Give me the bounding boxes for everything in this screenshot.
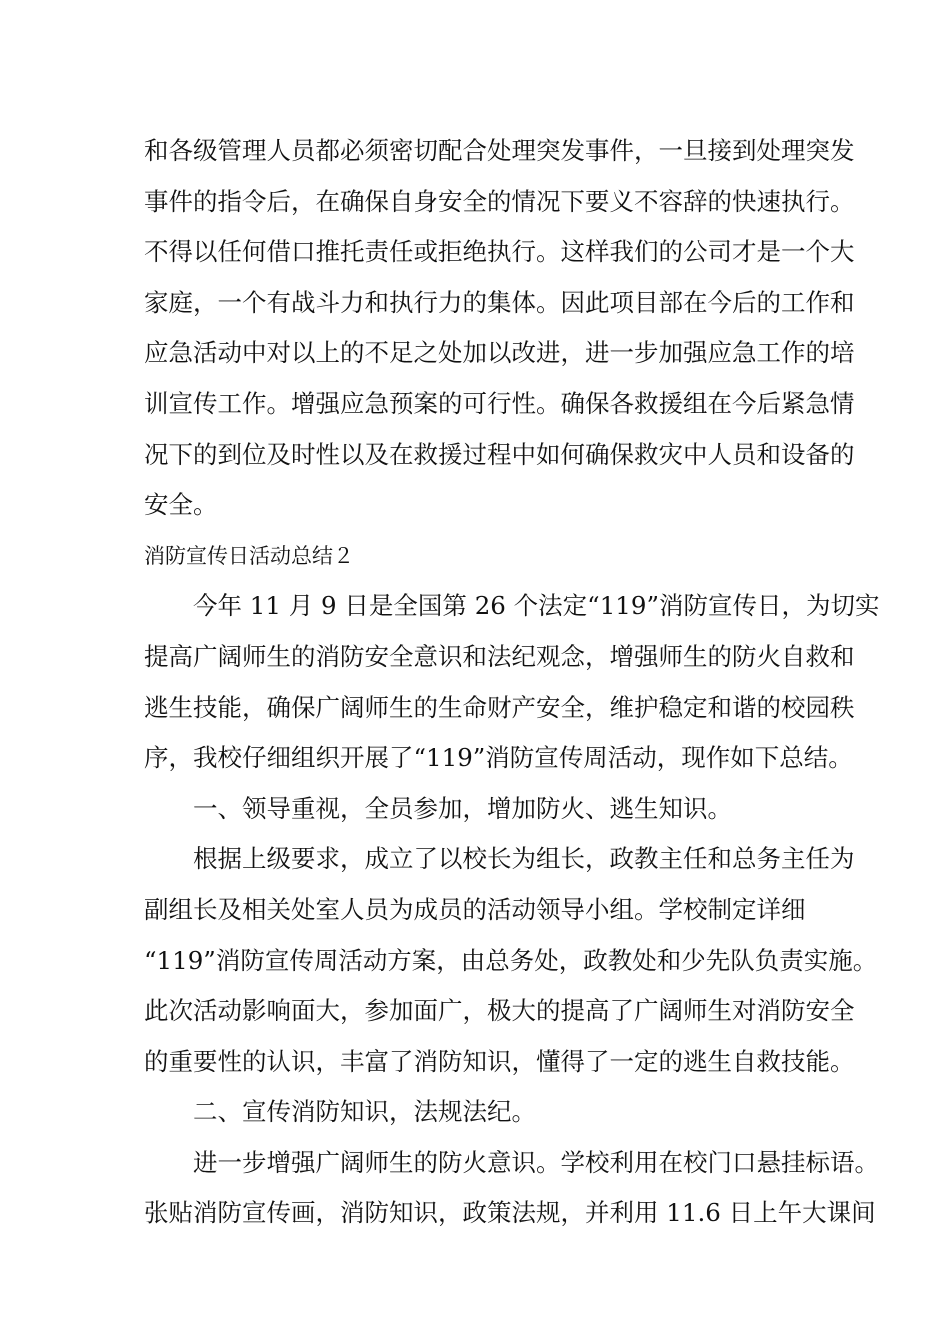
paragraph-line: 今年 11 月 9 日是全国第 26 个法定“119”消防宣传日，为切实 bbox=[193, 591, 880, 621]
subsection-heading: 一、领导重视，全员参加，增加防火、逃生知识。 bbox=[193, 793, 732, 823]
paragraph-line: 况下的到位及时性以及在救援过程中如何确保救灾中人员和设备的 bbox=[144, 439, 855, 469]
paragraph-line: 逃生技能，确保广阔师生的生命财产安全，维护稳定和谐的校园秩 bbox=[144, 692, 855, 722]
paragraph-line: “119”消防宣传周活动方案，由总务处，政教处和少先队负责实施。 bbox=[144, 945, 878, 975]
paragraph-line: 的重要性的认识，丰富了消防知识，懂得了一定的逃生自救技能。 bbox=[144, 1046, 855, 1076]
paragraph-line: 应急活动中对以上的不足之处加以改进，进一步加强应急工作的培 bbox=[144, 338, 855, 368]
paragraph-line: 副组长及相关处室人员为成员的活动领导小组。学校制定详细 bbox=[144, 894, 806, 924]
paragraph-line: 进一步增强广阔师生的防火意识。学校利用在校门口悬挂标语。 bbox=[193, 1147, 879, 1177]
paragraph-line: 根据上级要求，成立了以校长为组长，政教主任和总务主任为 bbox=[193, 844, 855, 874]
subsection-heading: 二、宣传消防知识，法规法纪。 bbox=[193, 1097, 536, 1127]
document-body bbox=[144, 126, 880, 1239]
paragraph-line: 训宣传工作。增强应急预案的可行性。确保各救援组在今后紧急情 bbox=[144, 388, 855, 418]
paragraph-line: 不得以任何借口推托责任或拒绝执行。这样我们的公司才是一个大 bbox=[144, 237, 855, 267]
paragraph-line: 事件的指令后，在确保自身安全的情况下要义不容辞的快速执行。 bbox=[144, 186, 855, 216]
paragraph-line: 序，我校仔细组织开展了“119”消防宣传周活动，现作如下总结。 bbox=[144, 743, 853, 773]
section-heading: 消防宣传日活动总结２ bbox=[144, 543, 354, 568]
paragraph-line: 此次活动影响面大，参加面广，极大的提高了广阔师生对消防安全 bbox=[144, 996, 855, 1026]
paragraph-line: 提高广阔师生的消防安全意识和法纪观念，增强师生的防火自救和 bbox=[144, 641, 855, 671]
paragraph-line: 安全。 bbox=[144, 490, 218, 520]
paragraph-line: 张贴消防宣传画，消防知识，政策法规，并利用 11.6 日上午大课间 bbox=[144, 1198, 876, 1228]
paragraph-line: 家庭，一个有战斗力和执行力的集体。因此项目部在今后的工作和 bbox=[144, 287, 855, 317]
paragraph-line: 和各级管理人员都必须密切配合处理突发事件，一旦接到处理突发 bbox=[144, 136, 855, 165]
